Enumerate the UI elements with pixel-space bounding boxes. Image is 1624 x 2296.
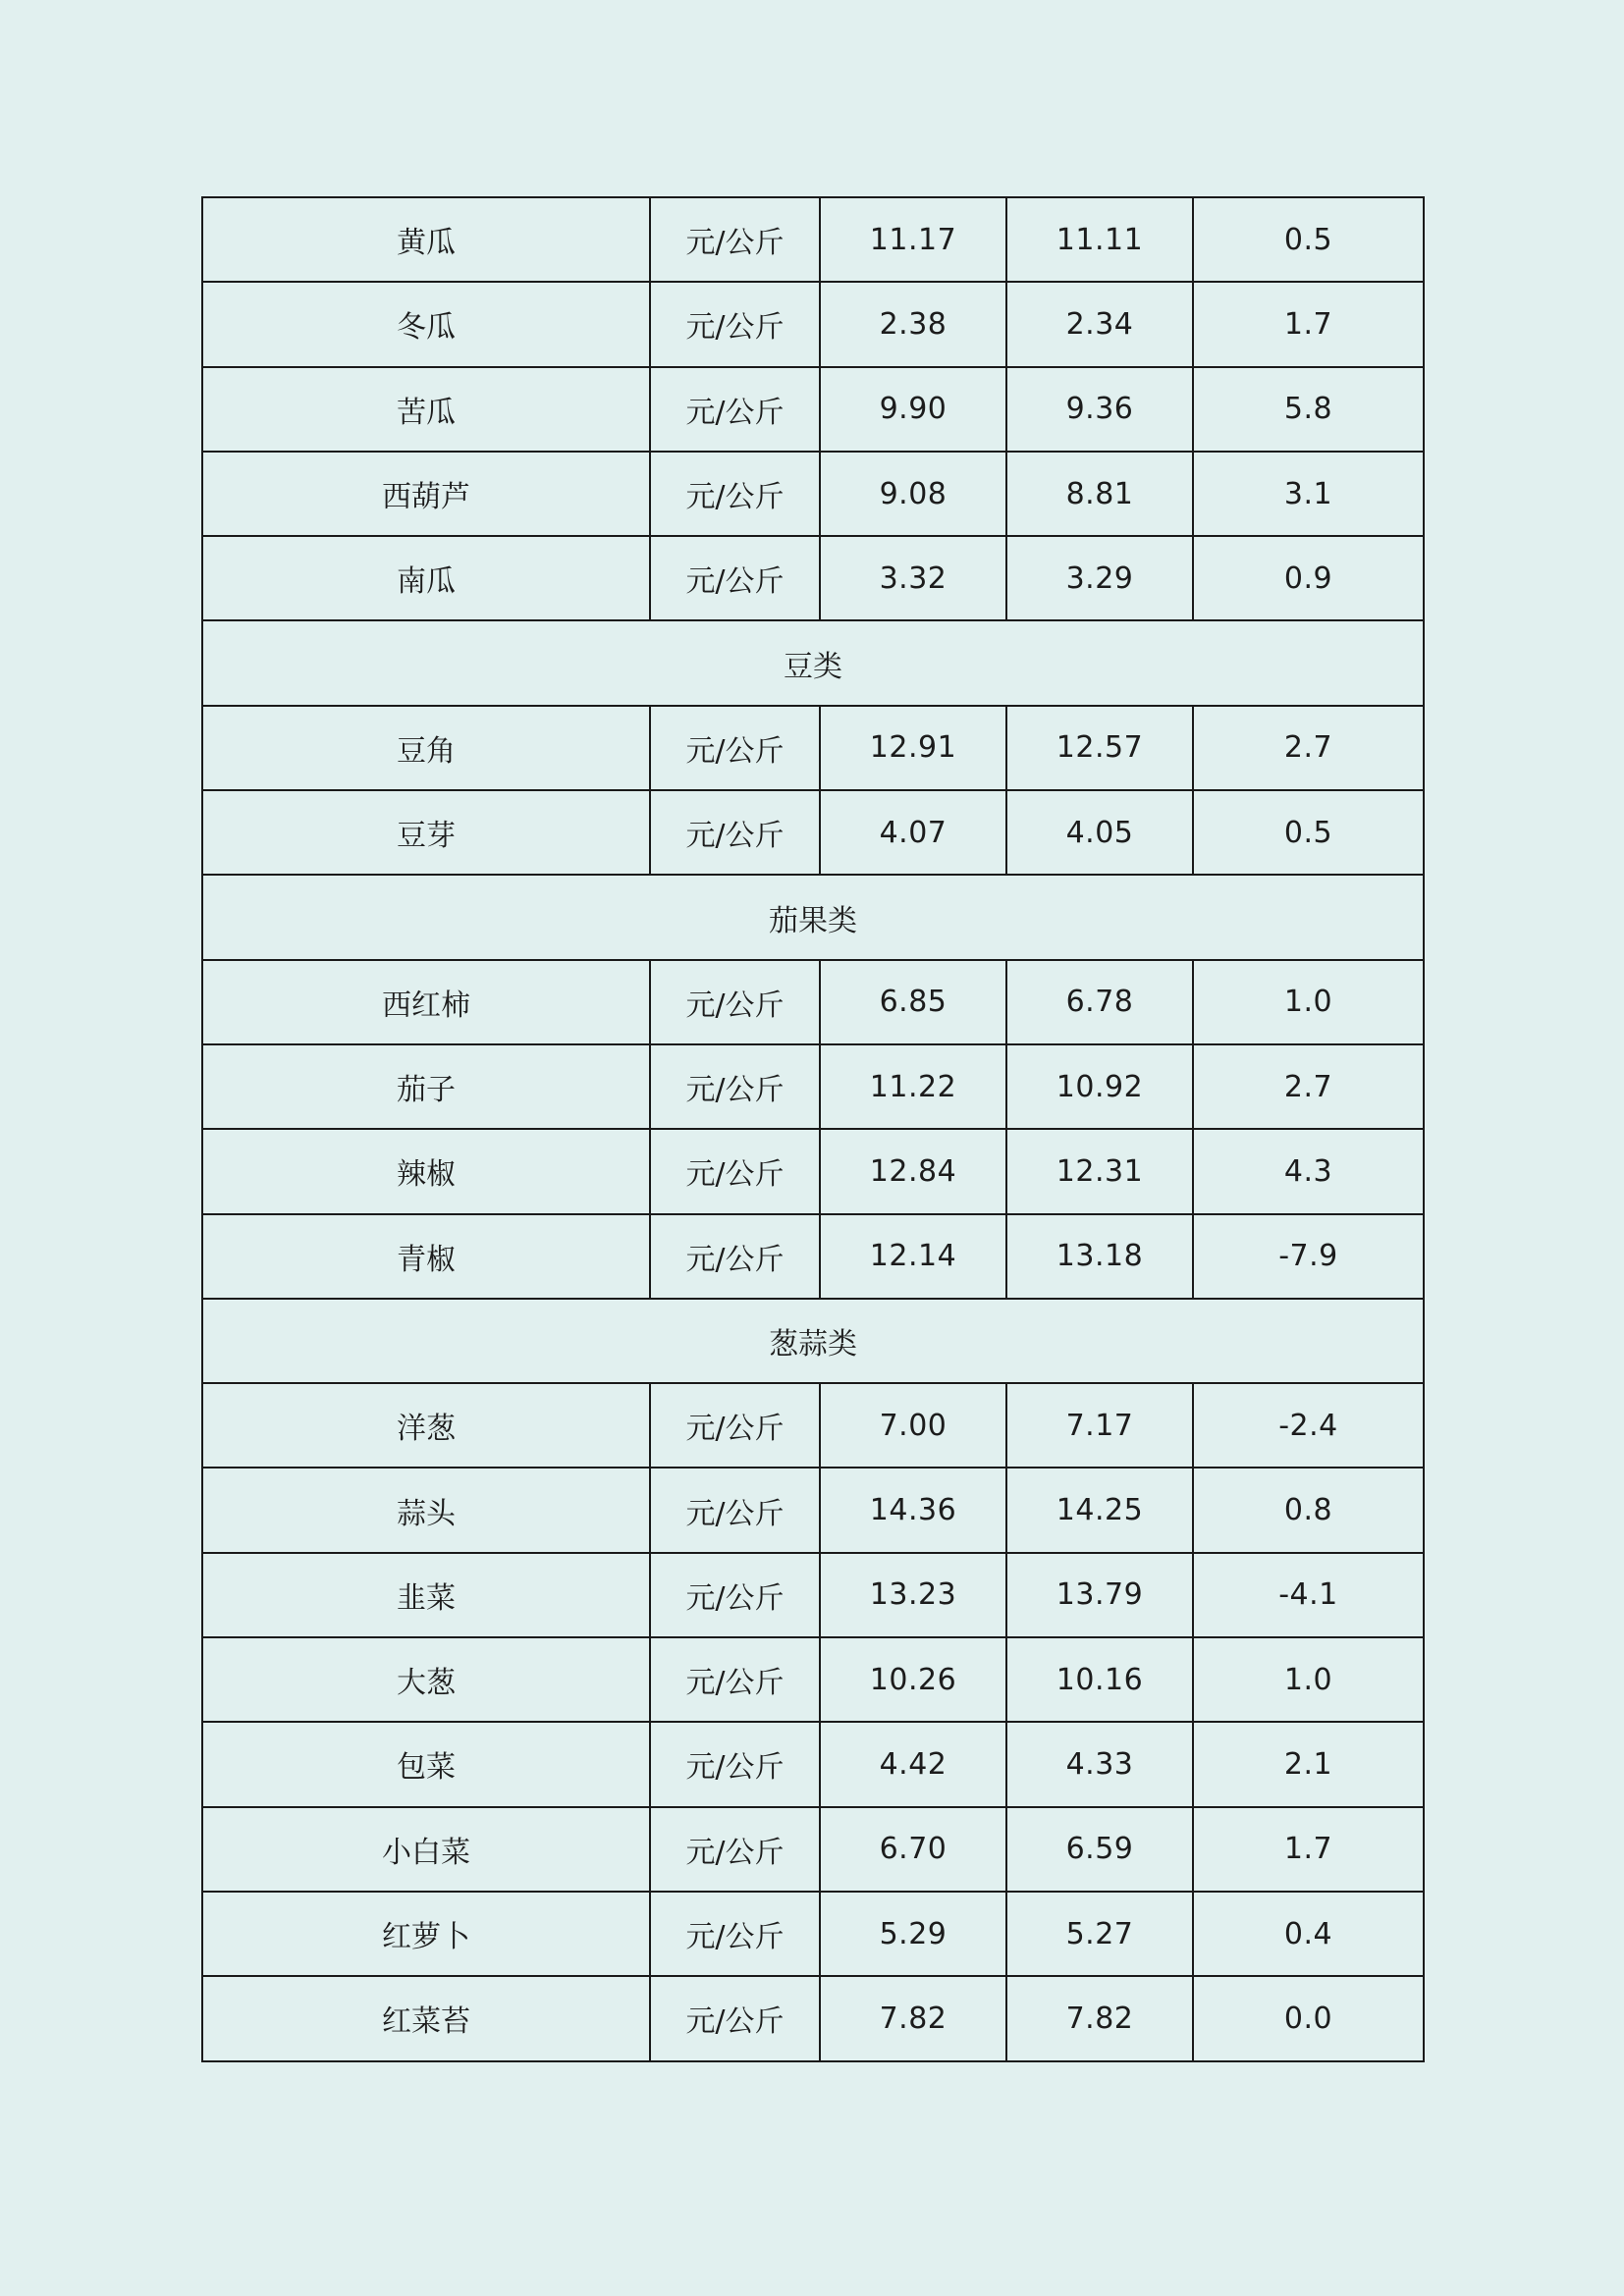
change-percent-cell: 0.0 — [1193, 1976, 1424, 2060]
previous-price-cell: 4.33 — [1006, 1722, 1193, 1806]
previous-price-cell: 6.59 — [1006, 1807, 1193, 1892]
table-row — [202, 282, 1424, 366]
table-row — [202, 1553, 1424, 1637]
item-name-cell: 洋葱 — [202, 1383, 650, 1468]
item-name-cell: 蒜头 — [202, 1468, 650, 1552]
previous-price-cell: 10.92 — [1006, 1044, 1193, 1129]
previous-price-cell: 9.36 — [1006, 367, 1193, 452]
table-row — [202, 1044, 1424, 1129]
previous-price-cell: 13.18 — [1006, 1214, 1193, 1299]
change-percent-cell: 3.1 — [1193, 452, 1424, 536]
table-body — [202, 197, 1424, 2061]
change-percent-cell: 1.0 — [1193, 960, 1424, 1044]
category-label: 葱蒜类 — [202, 1299, 1424, 1383]
current-price-cell: 13.23 — [820, 1553, 1006, 1637]
previous-price-cell: 8.81 — [1006, 452, 1193, 536]
previous-price-cell: 11.11 — [1006, 197, 1193, 282]
current-price-cell: 12.91 — [820, 706, 1006, 790]
current-price-cell: 2.38 — [820, 282, 1006, 366]
category-row — [202, 1299, 1424, 1383]
unit-cell: 元/公斤 — [650, 790, 820, 875]
current-price-cell: 10.26 — [820, 1637, 1006, 1722]
table-row — [202, 1214, 1424, 1299]
previous-price-cell: 7.82 — [1006, 1976, 1193, 2060]
previous-price-cell: 14.25 — [1006, 1468, 1193, 1552]
item-name-cell: 红菜苔 — [202, 1976, 650, 2060]
current-price-cell: 11.22 — [820, 1044, 1006, 1129]
unit-cell: 元/公斤 — [650, 452, 820, 536]
change-percent-cell: 5.8 — [1193, 367, 1424, 452]
item-name-cell: 辣椒 — [202, 1129, 650, 1213]
item-name-cell: 黄瓜 — [202, 197, 650, 282]
change-percent-cell: 2.7 — [1193, 1044, 1424, 1129]
current-price-cell: 7.82 — [820, 1976, 1006, 2060]
change-percent-cell: 1.7 — [1193, 1807, 1424, 1892]
unit-cell: 元/公斤 — [650, 1976, 820, 2060]
unit-cell: 元/公斤 — [650, 536, 820, 620]
unit-cell: 元/公斤 — [650, 197, 820, 282]
item-name-cell: 豆角 — [202, 706, 650, 790]
table-row — [202, 1383, 1424, 1468]
previous-price-cell: 5.27 — [1006, 1892, 1193, 1976]
table-row — [202, 706, 1424, 790]
change-percent-cell: -4.1 — [1193, 1553, 1424, 1637]
unit-cell: 元/公斤 — [650, 282, 820, 366]
change-percent-cell: 0.9 — [1193, 536, 1424, 620]
unit-cell: 元/公斤 — [650, 1722, 820, 1806]
unit-cell: 元/公斤 — [650, 960, 820, 1044]
table-row — [202, 1129, 1424, 1213]
table-row — [202, 1468, 1424, 1552]
change-percent-cell: -2.4 — [1193, 1383, 1424, 1468]
item-name-cell: 西红柿 — [202, 960, 650, 1044]
change-percent-cell: 1.7 — [1193, 282, 1424, 366]
item-name-cell: 南瓜 — [202, 536, 650, 620]
item-name-cell: 青椒 — [202, 1214, 650, 1299]
item-name-cell: 茄子 — [202, 1044, 650, 1129]
table-row — [202, 197, 1424, 282]
table-row — [202, 536, 1424, 620]
category-label: 豆类 — [202, 620, 1424, 705]
previous-price-cell: 6.78 — [1006, 960, 1193, 1044]
change-percent-cell: 0.8 — [1193, 1468, 1424, 1552]
unit-cell: 元/公斤 — [650, 1637, 820, 1722]
table-row — [202, 790, 1424, 875]
category-label: 茄果类 — [202, 875, 1424, 959]
table-row — [202, 1637, 1424, 1722]
current-price-cell: 6.85 — [820, 960, 1006, 1044]
unit-cell: 元/公斤 — [650, 1383, 820, 1468]
current-price-cell: 11.17 — [820, 197, 1006, 282]
change-percent-cell: 0.5 — [1193, 790, 1424, 875]
previous-price-cell: 13.79 — [1006, 1553, 1193, 1637]
unit-cell: 元/公斤 — [650, 1044, 820, 1129]
current-price-cell: 14.36 — [820, 1468, 1006, 1552]
category-row — [202, 620, 1424, 705]
change-percent-cell: 4.3 — [1193, 1129, 1424, 1213]
unit-cell: 元/公斤 — [650, 1553, 820, 1637]
current-price-cell: 4.42 — [820, 1722, 1006, 1806]
unit-cell: 元/公斤 — [650, 1892, 820, 1976]
change-percent-cell: 0.5 — [1193, 197, 1424, 282]
current-price-cell: 9.90 — [820, 367, 1006, 452]
previous-price-cell: 3.29 — [1006, 536, 1193, 620]
previous-price-cell: 12.57 — [1006, 706, 1193, 790]
table-row — [202, 1807, 1424, 1892]
table-row — [202, 367, 1424, 452]
item-name-cell: 西葫芦 — [202, 452, 650, 536]
current-price-cell: 7.00 — [820, 1383, 1006, 1468]
unit-cell: 元/公斤 — [650, 1468, 820, 1552]
change-percent-cell: 1.0 — [1193, 1637, 1424, 1722]
unit-cell: 元/公斤 — [650, 1214, 820, 1299]
current-price-cell: 12.84 — [820, 1129, 1006, 1213]
change-percent-cell: 2.7 — [1193, 706, 1424, 790]
current-price-cell: 9.08 — [820, 452, 1006, 536]
item-name-cell: 冬瓜 — [202, 282, 650, 366]
table-row — [202, 1722, 1424, 1806]
item-name-cell: 小白菜 — [202, 1807, 650, 1892]
table-row — [202, 452, 1424, 536]
unit-cell: 元/公斤 — [650, 706, 820, 790]
unit-cell: 元/公斤 — [650, 1129, 820, 1213]
previous-price-cell: 12.31 — [1006, 1129, 1193, 1213]
change-percent-cell: 0.4 — [1193, 1892, 1424, 1976]
previous-price-cell: 7.17 — [1006, 1383, 1193, 1468]
unit-cell: 元/公斤 — [650, 1807, 820, 1892]
category-row — [202, 875, 1424, 959]
change-percent-cell: 2.1 — [1193, 1722, 1424, 1806]
item-name-cell: 豆芽 — [202, 790, 650, 875]
table-row — [202, 960, 1424, 1044]
item-name-cell: 包菜 — [202, 1722, 650, 1806]
current-price-cell: 3.32 — [820, 536, 1006, 620]
current-price-cell: 5.29 — [820, 1892, 1006, 1976]
unit-cell: 元/公斤 — [650, 367, 820, 452]
item-name-cell: 韭菜 — [202, 1553, 650, 1637]
item-name-cell: 大葱 — [202, 1637, 650, 1722]
current-price-cell: 6.70 — [820, 1807, 1006, 1892]
item-name-cell: 红萝卜 — [202, 1892, 650, 1976]
table-row — [202, 1976, 1424, 2060]
current-price-cell: 12.14 — [820, 1214, 1006, 1299]
previous-price-cell: 10.16 — [1006, 1637, 1193, 1722]
table-row — [202, 1892, 1424, 1976]
current-price-cell: 4.07 — [820, 790, 1006, 875]
change-percent-cell: -7.9 — [1193, 1214, 1424, 1299]
previous-price-cell: 4.05 — [1006, 790, 1193, 875]
item-name-cell: 苦瓜 — [202, 367, 650, 452]
previous-price-cell: 2.34 — [1006, 282, 1193, 366]
vegetable-price-table — [201, 196, 1425, 2062]
